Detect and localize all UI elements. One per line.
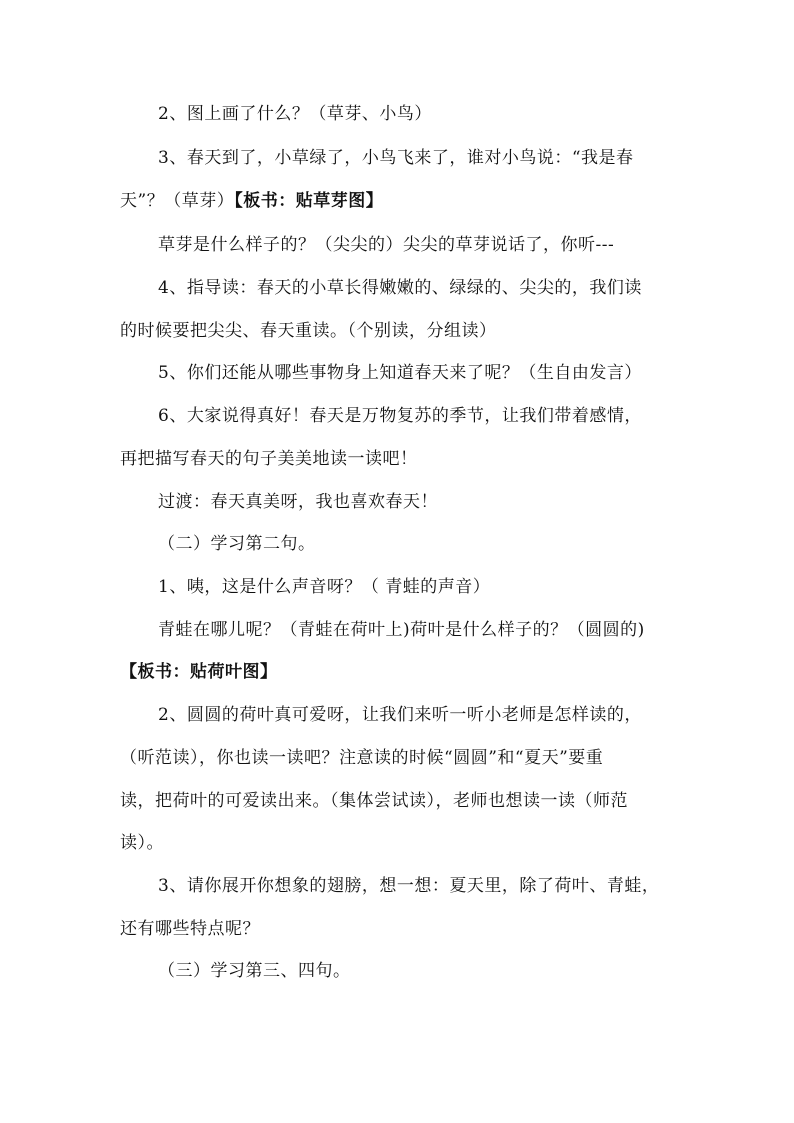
section-heading-3: （三）学习第三、四句。 xyxy=(158,961,351,981)
text-line-18: 读）。 xyxy=(120,833,164,853)
text-line-4: 草芽是什么样子的？（尖尖的）尖尖的草芽说话了，你听--- xyxy=(158,235,615,255)
text-line-6: 的时候要把尖尖、春天重读。（个别读，分组读） xyxy=(120,321,497,341)
text-line-7: 5、你们还能从哪些事物身上知道春天来了呢？（生自由发言） xyxy=(158,363,642,383)
text-line-16: （听范读），你也读一读吧？注意读的时候“圆圆”和“夏天”要重 xyxy=(120,748,604,768)
text-line-2: 3、春天到了，小草绿了，小鸟飞来了，谁对小鸟说：“我是春 xyxy=(158,148,634,168)
text-line-9: 再把描写春天的句子美美地读一读吧！ xyxy=(120,449,418,469)
text-line-15: 2、圆圆的荷叶真可爱呀，让我们来听一听小老师是怎样读的， xyxy=(158,705,642,725)
text-line-17: 读，把荷叶的可爱读出来。（集体尝试读），老师也想读一读（师范 xyxy=(120,791,628,811)
section-heading-2: （二）学习第二句。 xyxy=(158,534,316,554)
text-line-12: 1、咦，这是什么声音呀？（ 青蛙的声音） xyxy=(158,577,491,597)
board-note-grass-sprout: 【板书：贴草芽图】 xyxy=(234,191,384,211)
text-line-13: 青蛙在哪儿呢？（青蛙在荷叶上)荷叶是什么样子的？（圆圆的) xyxy=(158,620,645,640)
text-line-3 xyxy=(120,191,690,211)
text-line-20: 还有哪些特点呢？ xyxy=(120,919,260,939)
text-line-19: 3、请你展开你想象的翅膀，想一想：夏天里，除了荷叶、青蛙， xyxy=(158,876,660,896)
board-note-lotus-leaf: 【板书：贴荷叶图】 xyxy=(120,662,278,682)
text-line-3-main: 天”？（草芽） xyxy=(120,191,235,211)
text-line-8: 6、大家说得真好！春天是万物复苏的季节，让我们带着感情， xyxy=(158,406,642,426)
text-line-10: 过渡：春天真美呀，我也喜欢春天！ xyxy=(158,492,438,512)
text-line-1: 2、图上画了什么？（草芽、小鸟） xyxy=(158,104,432,124)
text-line-5: 4、指导读：春天的小草长得嫩嫩的、绿绿的、尖尖的，我们读 xyxy=(158,278,642,298)
